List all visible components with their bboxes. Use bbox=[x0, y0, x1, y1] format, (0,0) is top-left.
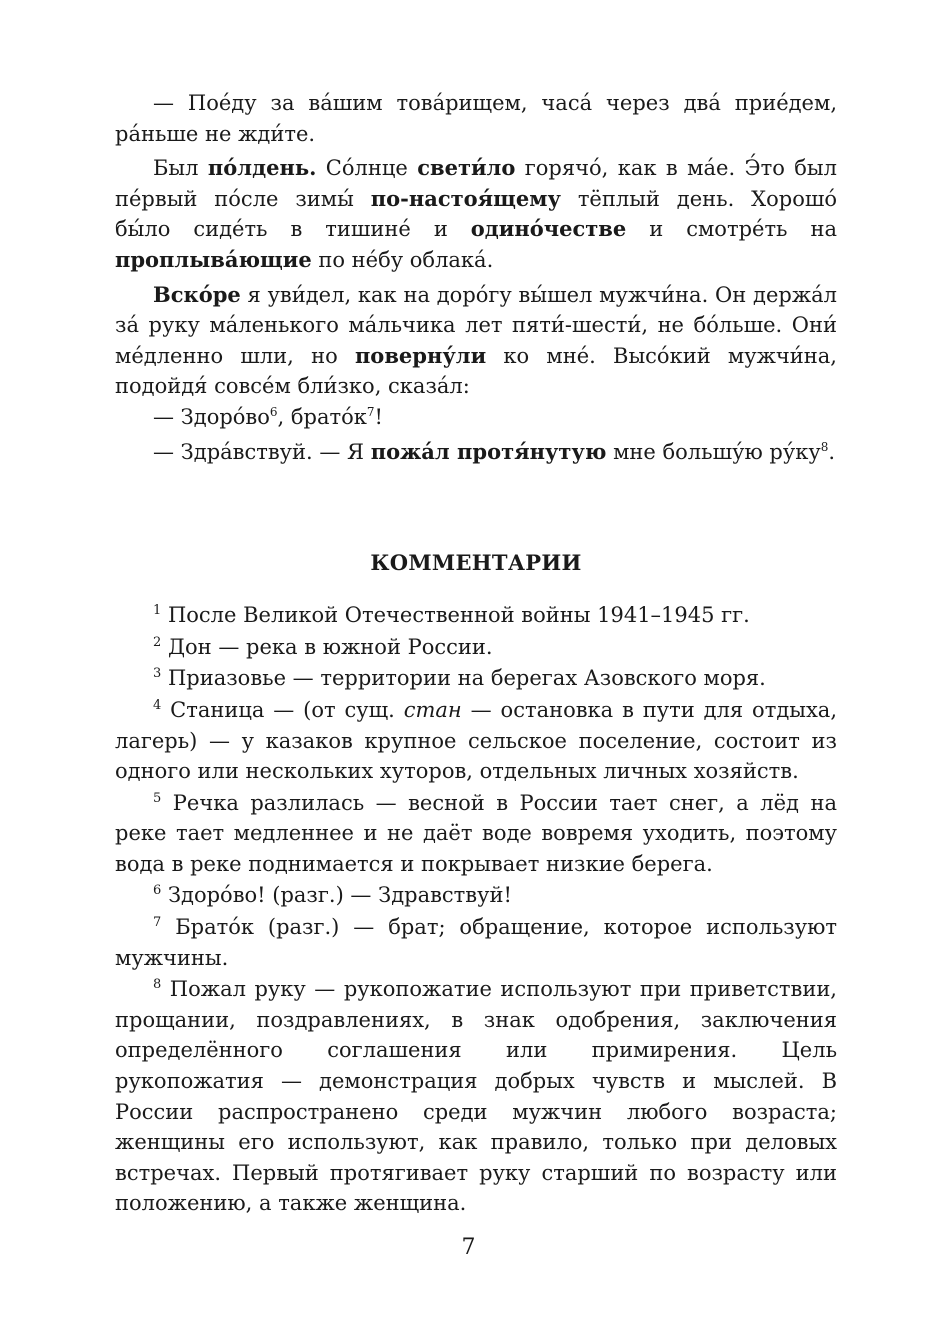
comment-text: Здоро́во! (разг.) — Здравствуй! bbox=[161, 883, 512, 908]
story-paragraph-2 bbox=[115, 153, 837, 275]
comment-number: 3 bbox=[153, 666, 162, 682]
stressed-word: одино́честве bbox=[470, 216, 627, 242]
paragraph-text: по не́бу облака́. bbox=[311, 247, 494, 272]
comments-list bbox=[115, 600, 837, 1219]
paragraph-text: я уви́дел, как на доро́гу вы́шел мужчи́на. Он держа́л за́ руку ма́ленького ма́льчика лет пяти́-шести́, не бо́льше. Они́ ме́дленно шли, но bbox=[115, 282, 837, 368]
paragraph-text: — Здра́вствуй. — Я bbox=[153, 439, 371, 464]
comment-item bbox=[115, 880, 837, 911]
story-paragraph-3 bbox=[115, 280, 837, 402]
comment-item bbox=[115, 632, 837, 663]
paragraph-text: и смотре́ть на bbox=[626, 217, 837, 242]
stressed-word: поверну́ли bbox=[354, 342, 487, 368]
comment-text: Станица — (от сущ. bbox=[161, 697, 404, 722]
stressed-word: по́лдень. bbox=[207, 155, 317, 181]
stressed-word: свети́ло bbox=[417, 155, 516, 181]
stressed-word: по-настоя́щему bbox=[370, 185, 561, 211]
paragraph-text: Был bbox=[153, 156, 208, 181]
book-page bbox=[115, 88, 837, 1219]
paragraph-text: ! bbox=[374, 404, 383, 429]
paragraph-text: — Пое́ду за ва́шим това́рищем, часа́ через два́ прие́дем, ра́ньше не жди́те. bbox=[115, 91, 837, 146]
paragraph-text: тёплый день. Хорошо́ бы́ло сиде́ть в тишине́ и bbox=[115, 186, 837, 242]
comment-text: После Великой Отечественной войны 1941–1945 гг. bbox=[161, 603, 750, 628]
story-paragraph-1 bbox=[115, 88, 837, 149]
comment-text: Брато́к (разг.) — брат; обращение, которое используют мужчины. bbox=[115, 915, 837, 970]
stressed-word: Вско́ре bbox=[153, 281, 241, 307]
comment-item bbox=[115, 663, 837, 694]
comment-text: Пожал руку — рукопожатие используют при приветствии, прощании, поздравлениях, в знак одобрения, заключения определённого соглашения или примирения. Цель рукопожатия — демонстрация добрых чувств и мыслей. В России распространено среди мужчин любого возраста; женщины его используют, как правило, только при деловых встречах. Первый протягивает руку старший по возрасту или положению, а также женщина. bbox=[115, 977, 837, 1216]
comment-text: Речка разлилась — весной в России тает снег, а лёд на реке тает медленнее и не даёт воде вовремя уходить, поэтому вода в реке поднимается и покрывает низкие берега. bbox=[115, 790, 837, 876]
story-paragraph-4 bbox=[115, 402, 837, 433]
paragraph-text: — Здоро́во bbox=[153, 404, 270, 429]
comment-item bbox=[115, 912, 837, 973]
comment-item bbox=[115, 974, 837, 1219]
story-text bbox=[115, 88, 837, 467]
comment-number: 2 bbox=[153, 634, 162, 650]
comment-italic-term: стан bbox=[403, 697, 462, 722]
paragraph-text: . bbox=[828, 439, 836, 464]
comment-item bbox=[115, 600, 837, 631]
comment-number: 7 bbox=[153, 915, 162, 931]
paragraph-text: ко мне́. Высо́кий мужчи́на, подойдя́ совсе́м бли́зко, сказа́л: bbox=[115, 343, 837, 399]
paragraph-text: Со́лнце bbox=[316, 156, 418, 181]
comment-number: 4 bbox=[153, 697, 162, 713]
comment-item bbox=[115, 788, 837, 880]
comment-item bbox=[115, 695, 837, 787]
paragraph-text: , брато́к bbox=[277, 404, 367, 429]
page-number: 7 bbox=[461, 1235, 476, 1260]
comment-number: 8 bbox=[153, 977, 162, 993]
comment-text: — остановка в пути для отдыха, лагерь) — у казаков крупное сельское поселение, состоит из одного или нескольких хуторов, отдельных личных хозяйств. bbox=[115, 697, 838, 784]
paragraph-text: мне большу́ю ру́ку bbox=[606, 439, 821, 464]
comment-text: Дон — река в южной России. bbox=[161, 634, 493, 659]
footnote-ref: 6 bbox=[269, 404, 278, 419]
comment-number: 1 bbox=[153, 603, 162, 619]
comment-number: 5 bbox=[153, 790, 162, 806]
section-heading: КОММЕНТАРИИ bbox=[370, 550, 582, 576]
comment-text: Приазовье — территории на берегах Азовского моря. bbox=[161, 666, 766, 691]
paragraph-text: горячо́, как в ма́е. Э́то был пе́рвый по́сле зимы́ bbox=[115, 156, 837, 211]
footnote-ref: 7 bbox=[366, 404, 375, 419]
story-paragraph-5 bbox=[115, 437, 837, 468]
comment-number: 6 bbox=[153, 883, 162, 899]
footnote-ref: 8 bbox=[820, 439, 829, 454]
stressed-word: пожа́л протя́нутую bbox=[370, 438, 607, 464]
stressed-word: проплыва́ющие bbox=[115, 246, 312, 272]
